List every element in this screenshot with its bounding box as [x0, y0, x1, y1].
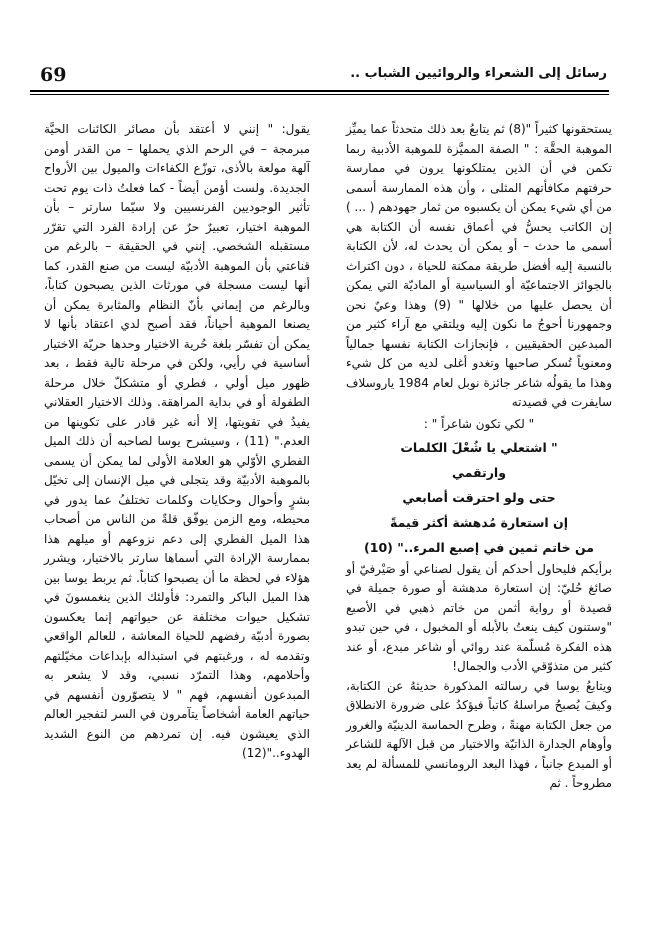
header-rule — [30, 90, 609, 92]
left-column — [44, 120, 310, 764]
right-paragraph-1: يستحقونها كثيراً "(8) ثم يتابعُ بعد ذلك متحدثاً عما يميِّز الموهبة الحقَّة : " الصفة المميَّزة للموهبة الأدبية ربما تكمن في أن الذين يمتلكونها يرون في ممارسة حرفتهم مكافأتهم المثلى ، وأن هذه الممارسة أسمى من أي شيء يمكن أن يكسبوه من ثمار جهودهم ( ... ) إن الكاتب يحسُّ في أعماق نفسه أن الكتابة هي أسمى ما حدث – أو يمكن أن يحدث له، لأن الكتابة بالنسبة إليه أفضل طريقة ممكنة للحياة ، دون اكتراث بالجوائز الاجتماعيّة أو السياسية أو الماديّة التي يمكن أن يحصل عليها من خلالها " (9) وهذا وعيٌ نحن وجمهورنا أحوجُ ما نكون إليه ويلتقي مع آراء كثير من المبدعين الحقيقيين ، فإنجازات الكتابة نفسها جمالياً ومعنوياً تُسكر صاحبها وتغدو أغلى لديه من كل شيء وهذا ما يقولُه شاعر جائزة نوبل لعام 1984 ياروسلاف سايفرت في قصيدته — [346, 122, 612, 409]
verse-line-3: حتى ولو احترقت أصابعي — [402, 489, 556, 505]
page-header — [0, 0, 661, 104]
header-rule-thin — [30, 94, 609, 95]
poem-intro: " لكي تكون شاعراً " : — [423, 416, 535, 431]
page-number: 69 — [40, 64, 67, 86]
poem-verse — [346, 435, 612, 560]
running-title: رسائل إلى الشعراء والروائيين الشباب .. — [350, 66, 607, 81]
verse-line-1: " اشتعلي يا شُعْلَ الكلمات — [400, 439, 558, 455]
right-paragraph-3: ويتابعُ يوسا في رسالته المذكورة حديثهُ عن الكتابة، وكيفَ يُصبحُ مراسلهُ كاتباً فيؤكدُ على ضرورة الانطلاق من جعل الكتابة مهنةً ، وطرح الحماسة الدينيّة والغرور وأوهام الجدارة الذاتيّة والاختيار من قبل الآلهة للشاعر أو المبدع جانباً ، فهذا البعد الرومانسي للمسألة لم يعد مطروحاً . ثم — [346, 678, 612, 790]
verse-line-5: من خاتم ثمين في إصبع المرء.." (10) — [364, 539, 594, 555]
left-paragraph-1: يقول: " إنني لا أعتقد بأن مصائر الكائنات الحيَّة مبرمجة – في الرحم الذي يحملها – من القدر أومن آلهة مولعة بالأذى، توزّع الكفاءات والميول بين الأرواح الجديدة. ولست أؤمن أيضاً - كما فعلتُ ذات يوم تحت تأثير الوجوديين الفرنسيين ولا سيّما سارتر – بأن الموهبة اختيار، تعبيرٌ حرٌ عن إرادة الفرد التي تقرّر مستقبله الشخصي. إنني في الحقيقة – بالرغم من قناعتي بأن الموهبة الأدبيّة ليست من صنع القدر، كما أنها ليست مسجلة في مورثات الذين يصبحون كتاباً، وبالرغم من إيماني بأنّ النظام والمثابرة يمكن أن يصنعا الموهبة أحياناً، فقد أصبح لدي اعتقاد بأنها لا يمكن أن تفسّر بلغة حُرية الاختيار وحدها حريّة الاختيار أساسية في رأيي، ولكن في مرحلة تالية فقط ، بعد ظهور ميل أولي ، فطري أو متشكلّ خلال مرحلة الطفولة أو في بداية المراهقة. وذلك الاختيار العقلاني يفيدُ في تقويتها، إلا أنه غير قادر على تكوينها من العدم." (11) ، وسيشرح يوسا لصاحبه أن ذلك الميل الفطري الأوّلي هو العلامة الأولى لما يمكن أن يسمى بالموهبة الأدبيّة وقد يتجلى في ميل الإنسان إلى تخيّل بشرٍ وأحوال وحكايات وكلمات تختلفُ عما يدور في محيطه، ومع الزمن يوفّق قلةٌ من الناس من أصحاب هذا الميل الفطري إلى دعم نزوعهم أو ميلهم هذا بممارسة الإرادة التي أسماها سارتر بالاختيار، ويشرر هؤلاء في لحظة ما أن يصبحوا كتاباً. ثم يربط يوسا بين هذا الميل الباكر والتمرد: فأولئك الذين ينغمسونَ في تشكيل حيوات مختلفة عن حيواتهم إنما يعكسون بصورة أدبيّة رفضهم للحياة المعاشة ، للعالم الواقعي وتقدمه له ، ورغبتهم في استبداله بإبداعات مخيّلتهم وأحلامهم، وهذا التمرّد نسبي، وقد لا يشعر به المبدعون أنفسهم، فهم " لا يتصوّرون أنفسهم في حياتهم العامة أشخاصاً يتآمرون في السر لتفجير العالم الذي يعيشون فيه. إن تمردهم من النوع الشديد الهدوء.."(12) — [44, 122, 310, 760]
verse-line-4: إن استعارة مُدهشة أكثر قيمةً — [390, 514, 568, 530]
verse-line-2: وارتقمي — [452, 464, 506, 480]
right-paragraph-2: برأيكم فليحاول أحدكم أن يقول لصناعي أو صَيْرفيّ أو صائغ حُليّ: إن استعارة مدهشة أو صورة جميلة في قصيدة أو رواية أثمن من خاتم ذهبي في الأصبع "وستنون كيف ينعتُ بالأبله أو المخبول ، في حين تبدو هذه الفكرة مُسلّمة عند روائي أو شاعر مبدع، أو عند كثير من متذوّقي الأدب والجمال! — [346, 561, 612, 673]
right-column — [346, 120, 612, 794]
